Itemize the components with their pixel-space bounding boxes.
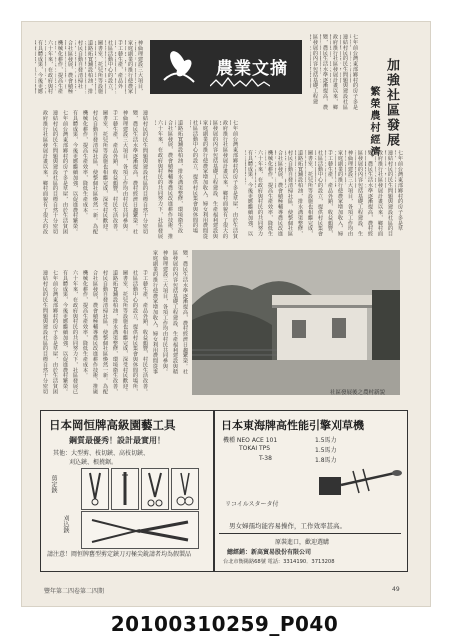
- photo-caption: 社區發展後之農村新貌: [330, 390, 386, 396]
- article-column: 區發展的內容包括基礎工程建: [312, 34, 318, 105]
- article-column: 神倫理建設三大項目，: [137, 40, 143, 94]
- article-column: 圖書室、托兒所等設施也相繼完成，: [307, 150, 313, 237]
- agent-name: 總經銷：新高貿易股份有限公司: [227, 549, 312, 556]
- article-column: 道路拓寬舖設柏油，排: [87, 40, 93, 94]
- article-column: 七年前台灣東部鄉村的房子多是草: [397, 150, 403, 231]
- article-column: 政府推行社區發展計畫以來，鄉村面貌有了很大的: [222, 120, 228, 239]
- article-column: 機械化耕作，提高生產效率，降低生: [267, 150, 273, 237]
- shears-icon: [142, 469, 168, 509]
- import-note: 原裝進口，歡迎選購: [275, 539, 330, 546]
- ad-right-title: 日本東海牌高性能引擎刈草機: [221, 419, 364, 432]
- article-column: 政府推行社區發展計畫以來，鄉村面: [377, 150, 383, 237]
- article-column: 合社區發展，農會積極輔導農民改進耕作技術，推: [167, 120, 173, 239]
- archive-id: 20100310259_P040: [110, 612, 339, 636]
- spec-model: TOKAI TPS: [239, 445, 271, 452]
- article-column: 手工藝生產，產品外銷，收益頗豐，: [327, 150, 333, 237]
- article-column: 家庭副業的推行使農家增加收入，婦: [337, 150, 343, 237]
- spec-power: 1.5馬力: [315, 437, 337, 444]
- article-column: 家庭副業的推行使農家: [127, 40, 133, 94]
- tool-box: [81, 511, 199, 549]
- section-banner: [150, 40, 302, 94]
- article-column: 變，農民生活水準逐漸提高，農: [322, 34, 328, 110]
- tool-label: 剪定鋏: [50, 475, 57, 493]
- article-column: 六十年來，在政府與村民的共同努力: [257, 150, 263, 237]
- article-column: 圖書室、托兒所等設施: [97, 40, 103, 94]
- ad-left-items-2: 刈込鋏、根撓鋸。: [69, 459, 118, 466]
- article-column: 手工藝生產，產品外銷，收益頗豐，村民生活改善。: [112, 110, 118, 235]
- article-column: 機械化耕作，提高生產效率，降低生產成本。: [82, 270, 88, 378]
- article-column: 有具體成果，今後更應: [37, 40, 43, 94]
- flower-scissors-icon: [172, 469, 198, 509]
- ad-left-items-1: 其他：大型剪、枝切鋏、高枝切鋏、: [53, 450, 150, 457]
- article-column: 機械化耕作，提高生產效率，降低生產成本。: [82, 110, 88, 218]
- article-column: 連結村民的民生問題與建設社區的目標自然十分密切: [52, 110, 58, 235]
- leaf-icon: [158, 46, 198, 86]
- article-column: 圖書室、托兒所等設施也相繼完成，深受村民歡迎。: [102, 110, 108, 235]
- article-column: 道路拓寬舖設柏油，排水溝渠整修，: [297, 150, 303, 237]
- article-column: 六十年來，在政府與村: [47, 40, 53, 94]
- article-column: 機械化耕作，提高生產: [57, 40, 63, 94]
- ad-left-notice: 請注意！岡恒牌舊型剪定鋏刀刃極尖銳請者均為假製品: [47, 551, 192, 558]
- article-column: 區發展的內容包括基礎工程建設、生產福利建設與: [212, 120, 218, 239]
- spec-model: 機種 NEO ACE 101: [223, 437, 278, 444]
- article-column: 區發展的內容包括基礎工程建設、生產福利建設與精: [172, 250, 178, 375]
- tool-box: [171, 468, 199, 510]
- article-column: 六十年來，在政府與村民的共同努力下，社區發展已: [72, 270, 78, 395]
- article-column: 村民自動自發清掃社: [77, 40, 83, 89]
- article-column: 有具體成果，今後更應繼續加強，以促進農村繁榮。: [62, 270, 68, 395]
- article-column: 神倫理建設三大項目，各項工作均由: [347, 150, 353, 237]
- article-column: 手工藝生產，產品外: [117, 40, 123, 89]
- article-column: 道路拓寬舖設柏油，排水溝渠整修，環境衛生改: [177, 120, 183, 234]
- agent-address: 台北市衡陽路68號 電話：3314190．3713208: [223, 559, 335, 565]
- tool-box: [111, 468, 139, 510]
- ad-left-title: 日本岡恒牌高級園藝工具: [49, 418, 176, 432]
- pruning-shears-icon: [82, 469, 108, 509]
- tool-label: 刈込鋏: [62, 515, 69, 533]
- article-headline: 加強社區發展: [384, 58, 399, 148]
- ad-garden-tools: [40, 410, 214, 572]
- article-column: 家庭副業的推行使農家增加收入，婦女利用農閒從事: [152, 250, 158, 375]
- article-column: 村民自動自發清掃社區，使整個社區煥然一新。為配: [92, 110, 98, 235]
- article-column: 連結村民的民生問題與建設社區: [342, 34, 348, 110]
- spec-power: 1.8馬力: [315, 457, 337, 464]
- article-column: 手工藝生產，產品外銷，收益頗豐，村民生活改善。: [142, 270, 148, 395]
- tool-box: [81, 468, 109, 510]
- issue-footer: 豐年第二四卷第二四期: [44, 588, 105, 595]
- ad-right-tagline: 男女婦孺均能容易操作，工作效率甚高。: [229, 522, 346, 530]
- article-column: 七年前台灣東部鄉村的房子多是草屋，由於生活貧困: [52, 270, 58, 395]
- spec-power: 1.5馬力: [315, 447, 337, 454]
- ad-left-slogan: 鋼質最優秀！設計最實用！: [69, 436, 165, 445]
- page-number: 49: [392, 586, 400, 593]
- article-column: 神倫理建設三大項目，各項工作均由村民共同參與。: [162, 250, 168, 375]
- article-column: 家庭副業的推行使農家增加收入，婦女利用農閒從: [202, 120, 208, 239]
- article-column: 七年前台灣東部鄉村的房子多是草屋，由於生活貧困: [62, 110, 68, 235]
- article-column: 變，農民生活水準逐漸提高，農村經: [367, 150, 373, 237]
- article-column: 合社區發展，農會積極輔導農民改進耕作技術，推廣: [92, 270, 98, 395]
- banner-title: 農業文摘: [216, 59, 288, 79]
- spec-model: T-38: [259, 455, 272, 462]
- article-column: 區發展的內容包括基礎工程建設、生: [357, 150, 363, 237]
- article-column: 道路拓寬舖設柏油，排水溝渠整修，環境衛生改善，: [112, 270, 118, 395]
- article-column: 連結村民的民生問題與建設社區的目: [387, 150, 393, 237]
- article-column: 政府推行社區發展計畫以來，鄉: [332, 34, 338, 110]
- article-column: 變，農民生活水準逐漸提高，農村經濟日趨繁榮。社: [182, 250, 188, 375]
- village-photo: [192, 250, 400, 395]
- article-column: 連結村民的民生問題與建設社區的目標自然十分密切: [42, 270, 48, 395]
- article-column: 合社區發展，農會積極輔導農民改進: [277, 150, 283, 237]
- pruning-saw-icon: [112, 469, 138, 509]
- starter-label: リコイルスタータ付: [225, 501, 279, 508]
- article-column: 有具體成果，今後更應繼續加強，以促進農村繁榮。: [72, 110, 78, 235]
- article-column: 社區活動中心的設立，提供村民集會與休閒的場: [192, 120, 198, 234]
- article-column: 七年前台灣東部鄉村的房子多是: [352, 34, 358, 110]
- article-column: 連結村民的民生問題與建設社區的目標自然十分密切: [142, 110, 148, 235]
- grass-cutter-icon: [313, 463, 403, 508]
- article-column: 神倫理建設三大項目，各項工作均由村民共同參與。: [122, 110, 128, 235]
- tool-box: [141, 468, 169, 510]
- article-column: 社區活動中心的設立，提供村民集會: [317, 150, 323, 237]
- ad-grass-cutter: [214, 410, 408, 572]
- village-building-photo: [192, 250, 400, 395]
- article-column: 變，農民生活水準逐漸提高，農村經濟日趨繁榮。社: [132, 110, 138, 235]
- article-column: 社區活動中心的設立，提供村民集會與休閒的場所，: [132, 270, 138, 395]
- article-column: 社區活動中心的設立，: [107, 40, 113, 94]
- article-subheadline: 繁榮農村經濟: [368, 86, 379, 158]
- article-column: 政府推行社區發展計畫以來，鄉村面貌有了很大的改: [42, 110, 48, 235]
- article-column: 六十年來，在政府與村民的共同努力下，社區發展: [157, 120, 163, 239]
- article-column: 合社區發展，農會積極: [67, 40, 73, 94]
- article-column: 村民自動自發清掃社區，使整個社區: [287, 150, 293, 237]
- ad-right-divider: [219, 533, 401, 534]
- article-column: 村民自動自發清掃社區，使整個社區煥然一新。為配: [102, 270, 108, 395]
- article-column: 有具體成果，今後更應繼續加強，以: [247, 150, 253, 237]
- hedge-shears-icon: [82, 512, 198, 548]
- article-column: 七年前台灣東部鄉村的房子多是草屋，由於生活貧: [232, 120, 238, 239]
- article-column: 圖書室、托兒所等設施也相繼完成，深受村民歡迎。: [122, 270, 128, 395]
